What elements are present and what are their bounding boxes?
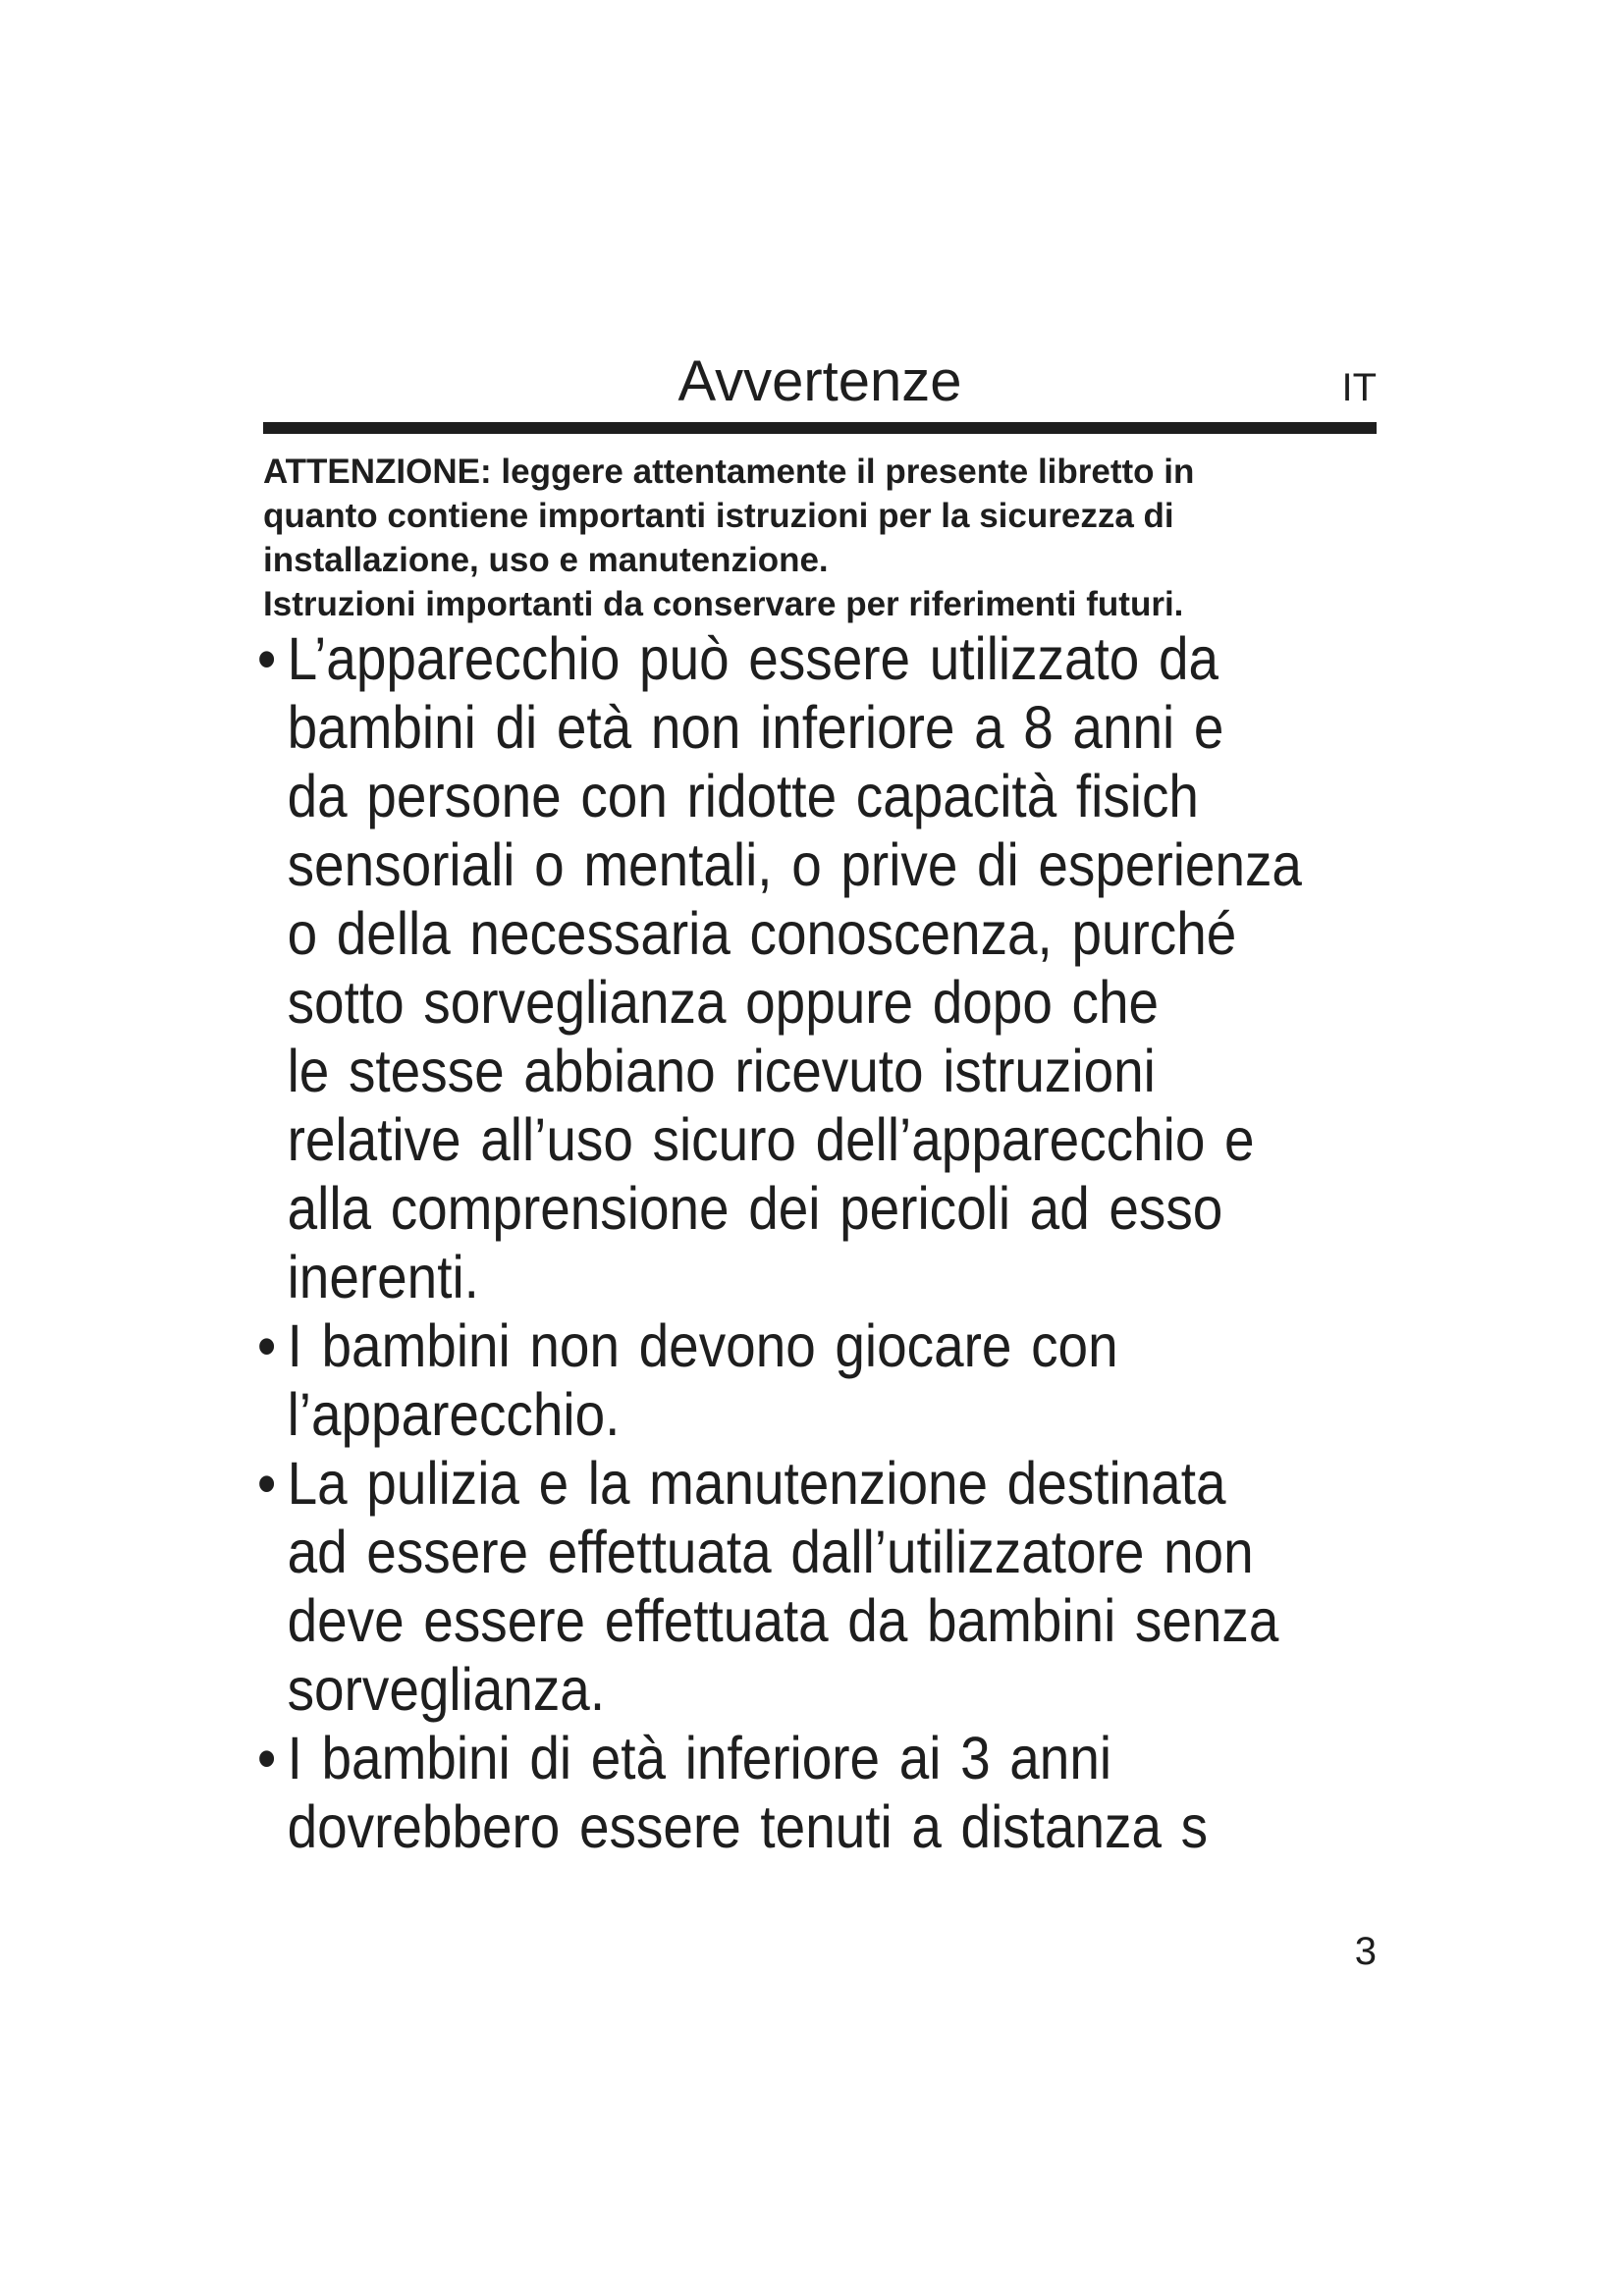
rule-text-line: sotto sorveglianza oppure dopo che <box>287 969 1160 1036</box>
safety-warning-block <box>263 450 1377 626</box>
warning-line: Istruzioni importanti da conservare per riferimenti futuri. <box>263 585 1184 623</box>
warning-line: ATTENZIONE: leggere attentamente il presente libretto in <box>263 453 1195 491</box>
safety-rule <box>257 624 1424 1311</box>
rule-text-line: le stesse abbiano ricevuto istruzioni <box>287 1038 1156 1104</box>
rule-text-line: La pulizia e la manutenzione destinata <box>287 1450 1226 1517</box>
bullet-icon: • <box>257 1312 277 1379</box>
safety-rule <box>257 1449 1424 1724</box>
bullet-icon: • <box>257 625 277 692</box>
bullet-icon: • <box>257 1450 277 1517</box>
rule-text-line: deve essere effettuata da bambini senza <box>287 1587 1279 1654</box>
warning-line: installazione, uso e manutenzione. <box>263 541 829 579</box>
warning-line: quanto contiene importanti istruzioni per la sicurezza di <box>263 497 1174 535</box>
safety-rules-list <box>257 624 1424 1861</box>
rule-text-line: o della necessaria conoscenza, purché <box>287 900 1237 967</box>
safety-rule <box>257 1311 1424 1449</box>
page-title: Avvertenze <box>677 349 962 413</box>
rule-text-line: da persone con ridotte capacità fisich <box>287 763 1199 829</box>
rule-text-line: sensoriali o mentali, o prive di esperienza <box>287 831 1302 898</box>
rule-text-line: inerenti. <box>287 1244 479 1310</box>
rule-text-line: I bambini di età inferiore ai 3 anni <box>287 1725 1112 1791</box>
rule-text-line: L’apparecchio può essere utilizzato da <box>287 625 1219 692</box>
page-number: 3 <box>1354 1930 1377 1973</box>
rule-text-line: l’apparecchio. <box>287 1381 621 1448</box>
rule-text-line: alla comprensione dei pericoli ad esso <box>287 1175 1223 1242</box>
rule-text-line: ad essere effettuata dall’utilizzatore non <box>287 1519 1254 1585</box>
rule-text-line: relative all’uso sicuro dell’apparecchio e <box>287 1106 1255 1173</box>
bullet-icon: • <box>257 1725 277 1791</box>
rule-text-line: dovrebbero essere tenuti a distanza s <box>287 1793 1209 1860</box>
header-divider <box>263 422 1377 434</box>
safety-rule <box>257 1724 1424 1861</box>
rule-text-line: bambini di età non inferiore a 8 anni e <box>287 694 1224 761</box>
rule-text-line: sorveglianza. <box>287 1656 606 1723</box>
language-code: IT <box>1341 366 1377 409</box>
rule-text-line: I bambini non devono giocare con <box>287 1312 1118 1379</box>
